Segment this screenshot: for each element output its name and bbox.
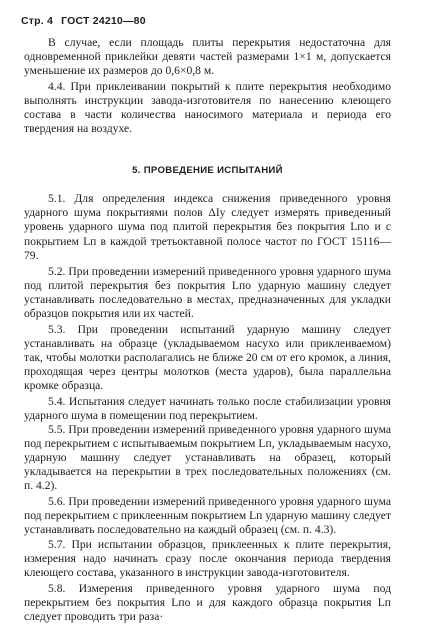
paragraph-size-reduction: В случае, если площадь плиты перекрытия недостаточна для одновременной приклейки девяти частей размерами 1×1 м, допускается уменьшение их размеров до 0,6×0,8 м. [24, 36, 391, 78]
standard-code: ГОСТ 24210—80 [61, 15, 146, 27]
paragraph-5-3: 5.3. При проведении испытаний ударную машину следует устанавливать на образце (укладываемом насухо или приклеиваемом) так, чтобы молотки располагались не ближе 20 см от его кромок, а линия, проходящая через центры молотков (места ударов), была параллельна кромке образца. [24, 322, 391, 392]
section-title: 5. ПРОВЕДЕНИЕ ИСПЫТАНИЙ [132, 165, 283, 177]
paragraph-5-6: 5.6. При проведении измерений приведенного уровня ударного шума под перекрытием с приклеенным покрытием Lп ударную машину следует устанавливать последовательно на каждый образец (см. п. 4.3). [24, 495, 391, 537]
paragraph-5-2: 5.2. При проведении измерений приведенного уровня ударного шума под плитой перекрытия без покрытия Lпо ударную машину следует устанавливать последовательно в местах, предназначенных для укладки образцов покрытия или их частей. [24, 264, 391, 320]
page-header [21, 15, 151, 27]
page-number: Стр. 4 [21, 15, 54, 27]
paragraph-4-4: 4.4. При приклеивании покрытий к плите перекрытия необходимо выполнять инструкции завода-изготовителя по нанесению клеющего состава в части количества наносимого материала и периода его твердения на воздухе. [24, 80, 391, 136]
paragraph-5-5: 5.5. При проведении измерений приведенного уровня ударного шума под перекрытием с испытываемым покрытием Lп, укладываемым насухо, ударную машину следует устанавливать на образец, который укладывается на перекрытии в трех последовательных положениях (см. п. 4.2). [24, 423, 391, 493]
document-body [24, 36, 391, 624]
paragraph-5-8: 5.8. Измерения приведенного уровня ударного шума под перекрытием без покрытия Lпо и для каждого образца покрытия Lп следует проводить три раза· [24, 581, 391, 623]
paragraph-5-7: 5.7. При испытании образцов, приклеенных к плите перекрытия, измерения надо начинать сразу после окончания периода твердения клеющего состава, указанного в инструкции завода-изготовителя. [24, 537, 391, 579]
paragraph-5-1: 5.1. Для определения индекса снижения приведенного уровня ударного шума покрытиями полов ΔIу следует измерять приведенный уровень ударного шума под плитой перекрытия без покрытия Lпо и с покрытием Lп в каждой третьоктавной полосе частот по ГОСТ 15116—79. [24, 192, 391, 262]
paragraph-5-4: 5.4. Испытания следует начинать только после стабилизации уровня ударного шума в помещении под перекрытием. [24, 395, 391, 423]
